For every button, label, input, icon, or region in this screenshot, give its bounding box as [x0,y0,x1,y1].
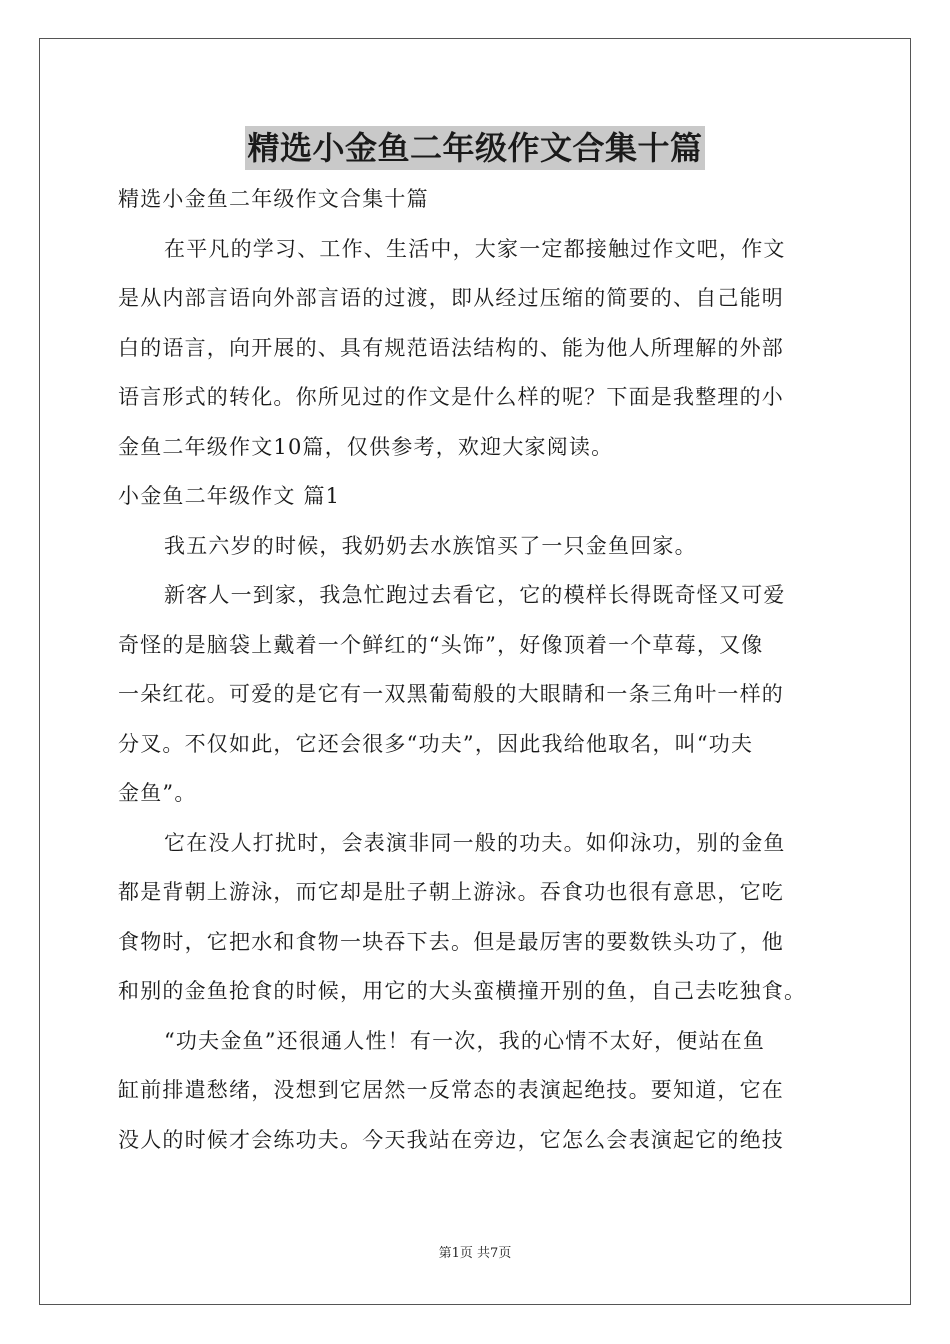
title-container [0,126,950,170]
text-line: 都是背朝上游泳，而它却是肚子朝上游泳。吞食功也很有意思，它吃 [118,880,784,904]
document-body [118,175,848,1165]
text-line: 分叉。不仅如此，它还会很多“功夫”，因此我给他取名，叫“功夫 [118,731,754,756]
text-line: 金鱼二年级作文10篇，仅供参考，欢迎大家阅读。 [118,434,614,459]
text-line: “功夫金鱼”还很通人性！有一次，我的心情不太好，便站在鱼 [164,1028,766,1053]
text-line: 没人的时候才会练功夫。今天我站在旁边，它怎么会表演起它的绝技 [118,1127,784,1152]
text-line: 是从内部言语向外部言语的过渡，即从经过压缩的简要的、自己能明 [118,286,784,310]
text-line: 小金鱼二年级作文 篇1 [118,484,341,508]
text-line: 精选小金鱼二年级作文合集十篇 [118,187,429,211]
text-line: 在平凡的学习、工作、生活中，大家一定都接触过作文吧，作文 [164,236,786,261]
text-line: 新客人一到家，我急忙跑过去看它，它的模样长得既奇怪又可爱 [164,583,786,607]
text-line: 食物时，它把水和食物一块吞下去。但是最厉害的要数铁头功了，他 [118,929,784,954]
text-line: 白的语言，向开展的、具有规范语法结构的、能为他人所理解的外部 [118,335,784,360]
text-line: 金鱼”。 [118,781,197,805]
document-title: 精选小金鱼二年级作文合集十篇 [245,126,704,170]
text-line: 奇怪的是脑袋上戴着一个鲜红的“头饰”，好像顶着一个草莓，又像 [118,632,764,657]
page-footer: 第1页 共7页 [438,1246,512,1261]
text-line: 一朵红花。可爱的是它有一双黑葡萄般的大眼睛和一条三角叶一样的 [118,682,784,706]
text-line: 我五六岁的时候，我奶奶去水族馆买了一只金鱼回家。 [164,533,697,558]
text-line: 它在没人打扰时，会表演非同一般的功夫。如仰泳功，别的金鱼 [164,830,786,855]
text-line: 语言形式的转化。你所见过的作文是什么样的呢？下面是我整理的小 [118,385,784,409]
text-line: 和别的金鱼抢食的时候，用它的大头蛮横撞开别的鱼，自己去吃独食。 [118,979,807,1003]
text-line: 缸前排遣愁绪，没想到它居然一反常态的表演起绝技。要知道，它在 [118,1078,784,1102]
